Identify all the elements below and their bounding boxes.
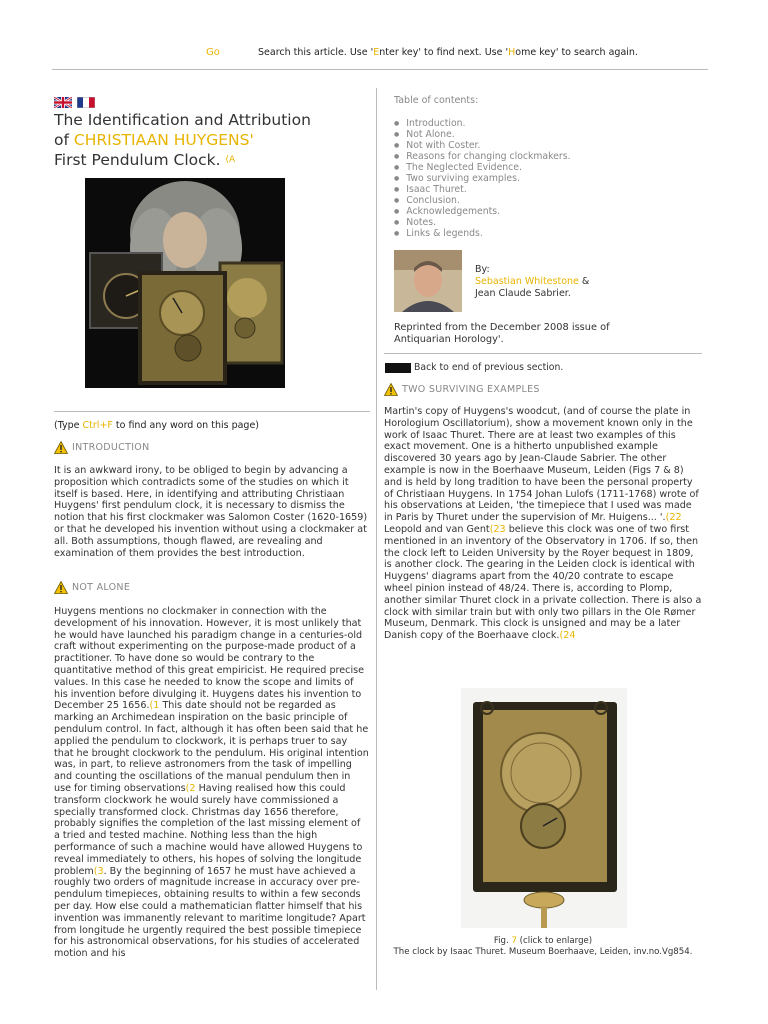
search-instr-part: ome key' to search again. bbox=[515, 47, 638, 58]
reprint-note: Reprinted from the December 2008 issue of Antiquarian Horology'. bbox=[394, 322, 610, 345]
huygens-portrait-image bbox=[85, 178, 285, 388]
introduction-paragraph: It is an awkward irony, to be obliged to begin by advancing a proposition which contradicts some of the studies on which it itself is based. Here, in identifying and attributing Christiaan Huygens' first pendulum clock, it is necessary to dismiss the notion that his first clockmaker was Salomon Coster (1620-1659) or that he developed his invention without using a clockmaker at all. Both assumptions, though flawed, are revealing and examination of them provides the best introduction. bbox=[54, 465, 368, 559]
toc-item[interactable]: ● Introduction. bbox=[394, 118, 571, 129]
warning-triangle-icon bbox=[54, 441, 68, 454]
section-heading-not-alone bbox=[54, 581, 130, 594]
warning-triangle-icon bbox=[384, 383, 398, 396]
title-name: CHRISTIAAN HUYGENS' bbox=[73, 131, 254, 149]
find-hint-pre: (Type bbox=[54, 420, 83, 431]
left-divider bbox=[54, 411, 370, 412]
two-surviving-paragraph bbox=[384, 406, 702, 642]
author-credits bbox=[475, 264, 589, 300]
surviving-text-2: Leopold and van Gent bbox=[384, 523, 490, 535]
back-arrow-icon bbox=[385, 363, 411, 373]
footnote-link-1[interactable]: (1 bbox=[149, 700, 160, 712]
footnote-link-23[interactable]: (23 bbox=[489, 523, 506, 535]
footnote-link-22[interactable]: (22 bbox=[665, 512, 682, 524]
toc-item[interactable]: ● Reasons for changing clockmakers. bbox=[394, 151, 571, 162]
not-alone-text-4: . By the beginning of 1657 he must have achieved a roughly two orders of magnitude increase in accuracy over pre-pendulum timepieces, obtaining results to within a few seconds per day. How else could a mathematician flatter himself that his invention was immanently relevant to maritime longitude? Apart from longitude he urgently required the best possible timepiece for his astronomical observations, for his studies of accelerated motion and his bbox=[54, 865, 366, 960]
uk-flag-icon[interactable] bbox=[54, 97, 72, 108]
by-label: By: bbox=[475, 264, 490, 275]
thuret-clock-figure-image[interactable] bbox=[461, 688, 627, 928]
surviving-text-3: believe this clock was one of two first mentioned in an inventory of the Observatory in 1706. If so, then the clock left to Leiden University by the Royer bequest in 1809, is another clock. The gearing in the Leiden clock is identical with Huygens' diagrams apart from the 40/20 contrate to escape wheel pinion instead of 48/24. There is, according to Plomp, another similar Thuret clock in a private collection. There is also a clock with similar train but with only two pillars in the Ole Rømer Museum, Denmark. This clock is unsigned and may be a later Danish copy of the Boerhaave clock. bbox=[384, 523, 702, 642]
toc-item[interactable]: ● Acknowledgements. bbox=[394, 206, 571, 217]
toc-item[interactable]: ● Not with Coster. bbox=[394, 140, 571, 151]
figure-number-link[interactable]: 7 bbox=[511, 936, 517, 946]
figure-label-pre: Fig. bbox=[493, 936, 512, 946]
title-of: of bbox=[54, 131, 74, 149]
footnote-link-24[interactable]: (24 bbox=[559, 630, 576, 642]
title-footnote-link[interactable]: (A bbox=[225, 155, 236, 165]
not-alone-text-3: Having realised how this could transform clockwork he would surely have commissioned a specially transformed clock. Christmas day 1656 therefore, probably signifies the completion of the last missing element of a tried and tested machine. Nothing less than the high performance of such a machine would have allowed Huygens to reveal immediately to others, his hopes of solving the longitude problem bbox=[54, 782, 363, 877]
right-divider bbox=[384, 353, 702, 354]
figure-caption-text: The clock by Isaac Thuret. Museum Boerhaave, Leiden, inv.no.Vg854. bbox=[393, 947, 693, 957]
find-hint-post: to find any word on this page) bbox=[112, 420, 260, 431]
search-instr-part: Search this article. Use ' bbox=[258, 47, 374, 58]
toc-item[interactable]: ● The Neglected Evidence. bbox=[394, 162, 571, 173]
top-divider bbox=[52, 69, 708, 70]
title-line-3: First Pendulum Clock. bbox=[54, 151, 221, 169]
author-photo bbox=[394, 250, 462, 312]
toc-title: Table of contents: bbox=[394, 95, 479, 106]
figure-caption bbox=[384, 936, 702, 958]
column-divider bbox=[376, 88, 377, 990]
find-hint-keys: Ctrl+F bbox=[82, 420, 113, 431]
not-alone-paragraph bbox=[54, 606, 369, 960]
section-heading-two-surviving bbox=[384, 383, 540, 396]
two-surviving-heading-text: TWO SURVIVING EXAMPLES bbox=[402, 384, 540, 395]
search-instructions bbox=[258, 47, 638, 58]
author-link-whitestone[interactable]: Sebastian Whitestone bbox=[475, 276, 579, 287]
enter-key-letter: E bbox=[373, 47, 380, 58]
author-ampersand: & bbox=[578, 276, 590, 287]
footnote-link-3[interactable]: (3 bbox=[93, 865, 104, 877]
toc-item[interactable]: ● Conclusion. bbox=[394, 195, 571, 206]
title-line-1: The Identification and Attribution bbox=[54, 111, 311, 129]
page-title bbox=[54, 110, 311, 170]
footnote-link-2[interactable]: (2 bbox=[185, 782, 196, 794]
not-alone-text-2: This date should not be regarded as marking an Archimedean inspiration on the basic principle of pendulum control. In fact, although it has often been said that he applied the pendulum to clockwork, it is perhaps truer to say that he brought clockwork to the pendulum. His original intention was, in part, to relieve astronomers from the task of impelling and counting the oscillations of the manual pendulum then in use for timing observations bbox=[54, 700, 369, 794]
not-alone-heading-text: NOT ALONE bbox=[72, 582, 131, 593]
toc-item[interactable]: ● Isaac Thuret. bbox=[394, 184, 571, 195]
not-alone-text-1: Huygens mentions no clockmaker in connection with the development of his innovation. However, it is most unlikely that he would have launched his paradigm change in a centuries-old craft without experimenting on the purpose-made product of a practitioner. To have done so would be contrary to the quantitative method of this great empiricist. He required precise values. In this case he needed to know the scope and limits of his invention before divulging it. Huygens dates his invention to December 25 1656. bbox=[54, 606, 365, 712]
figure-label-post: (click to enlarge) bbox=[516, 936, 593, 946]
toc-item[interactable]: ● Two surviving examples. bbox=[394, 173, 571, 184]
home-key-letter: H bbox=[508, 47, 516, 58]
surviving-text-1: Martin's copy of Huygens's woodcut, (and of course the plate in Horologium Oscillatorium), show a movement known only in the work of Isaac Thuret. There are at least two examples of this exact movement. One is a hitherto unpublished example discovered 30 years ago by Jean-Claude Sabrier. The other example is now in the Boerhaave Museum, Leiden (Figs 7 & 8) and is held by long tradition to have been the personal property of Christiaan Huygens. In 1754 Johan Lulofs (1711-1768) wrote of his observations at Leiden, 'the timepiece that I used was made in Paris by Thuret under the supervision of Mr. Huigens... '. bbox=[384, 406, 699, 524]
go-button[interactable]: Go bbox=[206, 47, 220, 58]
warning-triangle-icon bbox=[54, 581, 68, 594]
table-of-contents bbox=[394, 118, 571, 239]
search-instr-part: nter key' to find next. Use ' bbox=[379, 47, 509, 58]
author-sabrier: Jean Claude Sabrier. bbox=[475, 288, 571, 299]
back-to-previous-section-link[interactable] bbox=[385, 362, 563, 373]
introduction-heading-text: INTRODUCTION bbox=[72, 442, 150, 453]
toc-item[interactable]: ● Links & legends. bbox=[394, 228, 571, 239]
back-link-label: Back to end of previous section. bbox=[414, 362, 564, 373]
toc-item[interactable]: ● Notes. bbox=[394, 217, 571, 228]
france-flag-icon[interactable] bbox=[77, 97, 95, 108]
find-hint bbox=[54, 420, 259, 431]
section-heading-introduction bbox=[54, 441, 149, 454]
toc-item[interactable]: ● Not Alone. bbox=[394, 129, 571, 140]
